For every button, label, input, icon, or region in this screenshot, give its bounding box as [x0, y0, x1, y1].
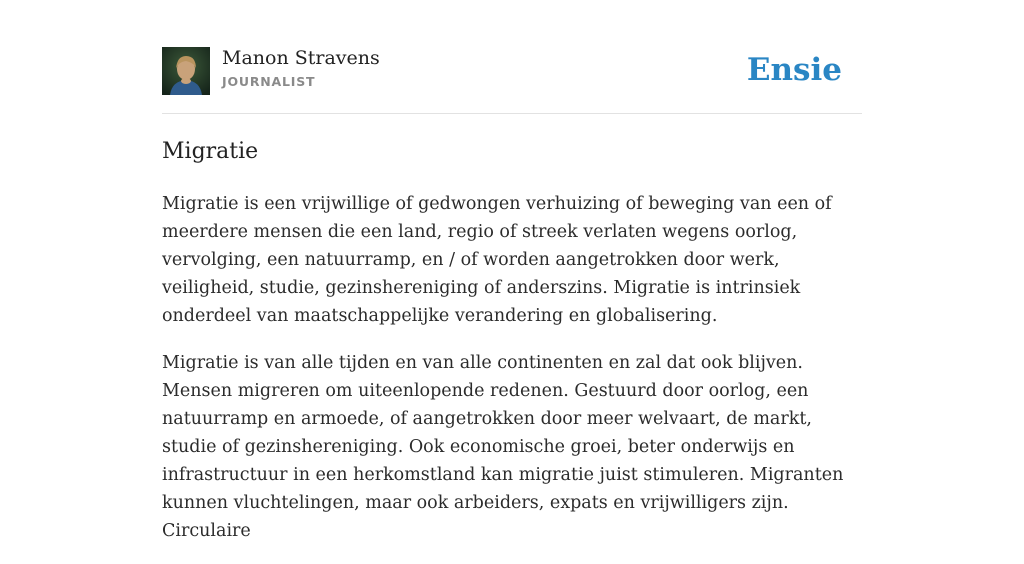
article-body: [162, 190, 862, 564]
article-paragraph-1: Migratie is een vrijwillige of gedwongen verhuizing of beweging van een of meerdere mensen die een land, regio of streek verlaten wegens oorlog, vervolging, een natuurramp, en / of worden aangetrokken door werk, veiligheid, studie, gezinshereniging of anderszins. Migratie is intrinsiek onderdeel van maatschappelijke verandering en globalisering.: [162, 194, 832, 326]
article-paragraph-2: Migratie is van alle tijden en van alle continenten en zal dat ook blijven. Mensen migreren om uiteenlopende redenen. Gestuurd door oorlog, een natuurramp en armoede, of aangetrokken door meer welvaart, de markt, studie of gezinshereniging. Ook economische groei, beter onderwijs en infrastructuur in een herkomstland kan migratie juist stimuleren. Migranten kunnen vluchtelingen, maar ook arbeiders, expats en vrijwilligers zijn. Circulaire: [162, 353, 844, 541]
avatar[interactable]: [162, 47, 210, 95]
avatar-photo-icon: [162, 47, 210, 95]
author-name[interactable]: Manon Stravens: [222, 47, 380, 69]
header-divider: [162, 113, 862, 114]
author-header: [162, 47, 862, 95]
author-role: JOURNALIST: [222, 74, 316, 89]
ensie-logo[interactable]: Ensie: [746, 52, 842, 88]
article-title: Migratie: [162, 139, 259, 164]
